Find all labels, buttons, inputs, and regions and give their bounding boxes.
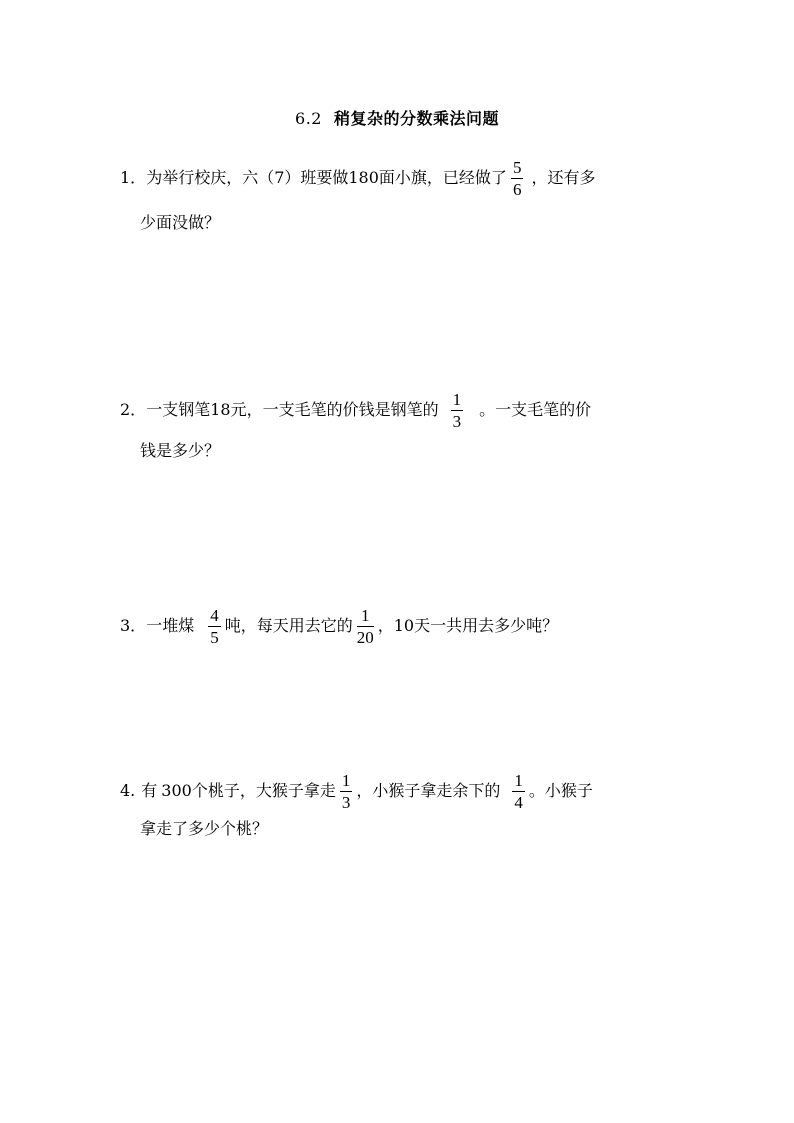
fraction-1-4 xyxy=(512,772,525,811)
problem-1-number-180: 180 xyxy=(348,168,379,187)
problem-2-number: 2． xyxy=(120,400,147,419)
fraction-numerator: 5 xyxy=(512,158,522,177)
problem-4-text-4: 。小猴子 xyxy=(528,781,593,800)
problem-3 xyxy=(120,607,558,646)
fraction-1-20 xyxy=(357,607,374,646)
problem-2-text-3: 。一支毛笔的价 xyxy=(479,400,592,419)
problem-1-text-2: 面小旗，已经做了 xyxy=(378,168,507,187)
problem-3-text-3: ， xyxy=(377,616,394,635)
problem-4-text: 有 xyxy=(141,781,158,800)
fraction-numerator: 1 xyxy=(357,607,374,627)
problem-4-number: 4. xyxy=(120,781,136,800)
problem-3-number-10: 10 xyxy=(393,616,415,635)
problem-3-text-2: 吨，每天用去它的 xyxy=(224,616,353,635)
page-title xyxy=(0,106,794,129)
fraction-4-5 xyxy=(208,607,221,646)
problem-1-text: 为举行校庆，六（7）班要做 xyxy=(146,168,349,187)
problem-3-text: 一堆煤 xyxy=(146,616,195,635)
fraction-denominator: 6 xyxy=(512,180,522,199)
problem-2-continuation: 钱是多少？ xyxy=(140,441,221,460)
problem-1 xyxy=(120,159,595,198)
fraction-denominator: 4 xyxy=(514,793,523,812)
fraction-1-3 xyxy=(340,772,353,811)
fraction-1-3 xyxy=(451,391,464,430)
problem-2 xyxy=(120,391,591,430)
fraction-denominator: 3 xyxy=(452,412,462,431)
fraction-5-6 xyxy=(511,159,524,198)
fraction-numerator: 1 xyxy=(452,390,462,409)
fraction-numerator: 1 xyxy=(341,771,351,790)
problem-3-text-4: 天一共用去多少吨？ xyxy=(414,616,559,635)
problem-4-continuation: 拿走了多少个桃？ xyxy=(140,819,269,838)
fraction-numerator: 4 xyxy=(210,606,219,625)
fraction-numerator: 1 xyxy=(514,771,523,790)
problem-4-text-3: ，小猴子拿走余下的 xyxy=(356,781,501,800)
problem-4-text-2: 个桃子，大猴子拿走 xyxy=(191,781,336,800)
problem-1-text-3: ，还有多 xyxy=(531,168,596,187)
problem-3-number: 3． xyxy=(120,616,147,635)
section-title: 稍复杂的分数乘法问题 xyxy=(333,109,499,128)
problem-2-text: 一支钢笔 xyxy=(146,400,211,419)
fraction-denominator: 5 xyxy=(210,628,219,647)
fraction-denominator: 3 xyxy=(341,793,351,812)
fraction-denominator: 20 xyxy=(356,628,374,647)
problem-2-text-2: 元，一支毛笔的价钱是钢笔的 xyxy=(230,400,439,419)
section-number: 6.2 xyxy=(295,109,322,128)
problem-2-number-18: 18 xyxy=(210,400,231,419)
problem-1-continuation: 少面没做？ xyxy=(140,213,221,232)
problem-4 xyxy=(120,772,593,811)
problem-1-number: 1． xyxy=(120,168,147,187)
problem-4-number-300: 300 xyxy=(161,781,192,800)
